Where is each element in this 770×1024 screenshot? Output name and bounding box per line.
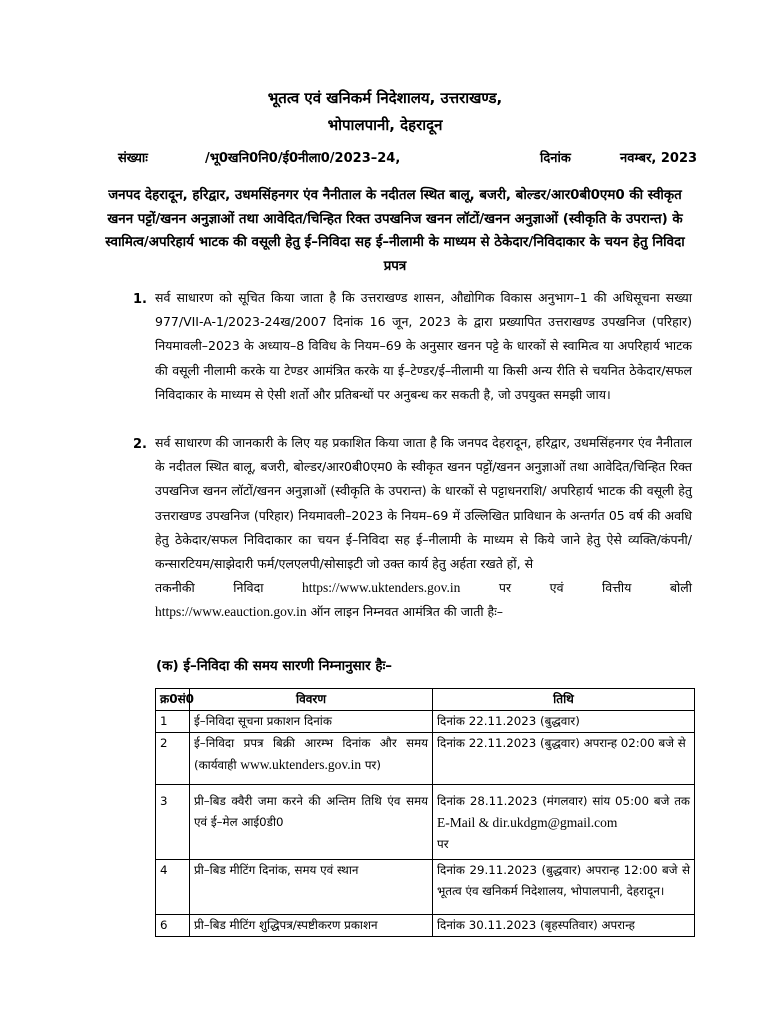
cell-sn: 4: [156, 860, 190, 915]
table-row: [156, 733, 695, 785]
para-2-bid-line: [155, 576, 692, 600]
cell-date-tail: पर: [437, 837, 449, 851]
para-1-number: 1.: [133, 292, 147, 307]
cell-desc: ई–निविदा सूचना प्रकाशन दिनांक: [190, 711, 433, 733]
cell-date: [433, 785, 695, 860]
subject-heading: जनपद देहरादून, हरिद्वार, उधमसिंहनगर एंव नैनीताल के नदीतल स्थित बालू, बजरी, बोल्डर/आर0बी0एम0 की स्वीकृत खनन पट्टों/खनन अनुज्ञाओं तथा आवेदित/चिन्हित रिक्त उपखनिज खनन लॉटों/खनन अनुज्ञाओं (स्वीकृति के उपरान्त) के स्वामित्व/अपरिहार्य भाटक की वसूली हेतु ई–निविदा सह ई–नीलामी के माध्यम से ठेकेदार/निविदाकार के चयन हेतु निविदा प्रपत्र: [105, 188, 685, 274]
uktenders-link[interactable]: https://www.uktenders.gov.in: [302, 580, 461, 596]
table-row: [156, 711, 695, 733]
para-2-body: सर्व साधारण की जानकारी के लिए यह प्रकाशित किया जाता है कि जनपद देहरादून, हरिद्वार, उधमसिंहनगर एंव नैनीताल के नदीतल स्थित बालू, बजरी, बोल्डर/आर0बी0एम0 के स्वीकृत खनन पट्टों/खनन अनुज्ञाओं तथा आवेदित/चिन्हित रिक्त उपखनिज खनन लॉटों/खनन अनुज्ञाओं (स्वीकृति के उपरान्त) के धारकों से पट्टाधनराशि/ अपरिहार्य भाटक की वसूली हेतु उत्तराखण्ड उपखनिज (परिहार) नियमावली–2023 के नियम–69 में उल्लिखित प्राविधान के अन्तर्गत 05 वर्ष की अवधि हेतु ठेकेदार/सफल निविदाकार का चयन ई–निविदा सह ई–नीलामी के माध्यम से किये जाने हेतु ऐसे व्यक्ति/कंपनी/कन्सारटियम/साझेदारी फर्म/एलएलपी/सोसाइटी जो उक्त कार्य हेतु अर्हता रखते हों, से: [155, 435, 692, 572]
cell-date: दिनांक 22.11.2023 (बुद्धवार): [433, 711, 695, 733]
cell-date: दिनांक 29.11.2023 (बुद्धवार) अपरान्ह 12:00 बजे से भूतत्व एंव खनिकर्म निदेशालय, भोपालपानी, देहरादून।: [433, 860, 695, 915]
eauction-link[interactable]: https://www.eauction.gov.in: [155, 604, 307, 620]
cell-date: दिनांक 30.11.2023 (बृहस्पतिवार) अपरान्ह: [433, 915, 695, 937]
word-financial: वित्तीय: [602, 580, 632, 596]
col-header-sn: क्र0सं0: [156, 689, 190, 711]
para-2-number: 2.: [133, 437, 147, 452]
word-on: पर: [498, 580, 512, 596]
cell-sn: 3: [156, 785, 190, 860]
word-and: एवं: [549, 580, 564, 596]
cell-date: दिनांक 22.11.2023 (बुद्धवार) अपरान्ह 02:00 बजे से: [433, 733, 695, 785]
cell-sn: 2: [156, 733, 190, 785]
para-2-tail: ऑन लाइन निम्नवत आमंत्रित की जाती हैः–: [306, 604, 503, 620]
word-technical: तकनीकी: [155, 580, 195, 596]
date-value: नवम्बर, 2023: [620, 151, 698, 166]
col-header-date: तिथि: [433, 689, 695, 711]
cell-desc: [190, 733, 433, 785]
cell-desc-text: ई–निविदा प्रपत्र बिक्री आरम्भ दिनांक और समय (कार्यवाही: [194, 736, 428, 772]
para-1: सर्व साधारण को सूचित किया जाता है कि उत्तराखण्ड शासन, औद्योगिक विकास अनुभाग–1 की अधिसूचना सख्या 977/VII-A-1/2023-24ख/2007 दिनांक 16 जून, 2023 के द्वारा प्रख्यापित उत्तराखण्ड उपखनिज (परिहार) नियमावली–2023 के अध्याय–8 विविध के नियम–69 के अनुसार खनन पट्टे के धारकों से स्वामित्व या अपरिहार्य भाटक की वसूली नीलामी करके या टेण्डर आमंत्रित करके या ई–टेण्डर/ई–नीलामी या किसी अन्य रीति से चयनित ठेकेदार/सफल निविदाकार के माध्यम से ऐसी शर्तो और प्रतिबन्धों पर अनुबन्ध कर सकती है, जो उपयुक्त समझी जाय।: [155, 290, 692, 402]
table-row: [156, 915, 695, 937]
cell-date-text: दिनांक 28.11.2023 (मंगलवार) सांय 05:00 बजे तक: [437, 794, 690, 808]
word-tender: निविदा: [233, 580, 264, 596]
email-address: E-Mail & dir.ukdgm@gmail.com: [437, 815, 618, 830]
cell-desc: प्री–बिड क्वैरी जमा करने की अन्तिम तिथि एंव समय एवं ई–मेल आई0डी0: [190, 785, 433, 860]
schedule-table: [155, 688, 695, 937]
directorate-title: भूतत्व एवं खनिकर्म निदेशालय, उत्तराखण्ड,: [267, 89, 503, 107]
ref-number: /भू0खनि0नि0/ई0नीला0/2023–24,: [205, 151, 401, 166]
para-2-eauction-line: [155, 600, 692, 624]
col-header-description: विवरण: [190, 689, 433, 711]
cell-sn: 6: [156, 915, 190, 937]
cell-sn: 1: [156, 711, 190, 733]
date-label: दिनांक: [540, 151, 571, 166]
ref-label: संख्याः: [118, 151, 148, 166]
word-bid: बोली: [669, 580, 692, 596]
uktenders-url: www.uktenders.gov.in: [240, 757, 362, 772]
table-row: [156, 785, 695, 860]
directorate-location: भोपालपानी, देहरादून: [327, 116, 443, 134]
cell-desc: प्री–बिड मीटिंग दिनांक, समय एवं स्थान: [190, 860, 433, 915]
para-2: [155, 431, 692, 625]
cell-desc-tail: पर): [361, 758, 381, 772]
cell-desc: प्री–बिड मीटिंग शुद्धिपत्र/स्पष्टीकरण प्रकाशन: [190, 915, 433, 937]
table-row: [156, 860, 695, 915]
table-header-row: [156, 689, 695, 711]
schedule-heading: (क) ई–निविदा की समय सारणी निम्नानुसार हैः–: [156, 658, 393, 674]
